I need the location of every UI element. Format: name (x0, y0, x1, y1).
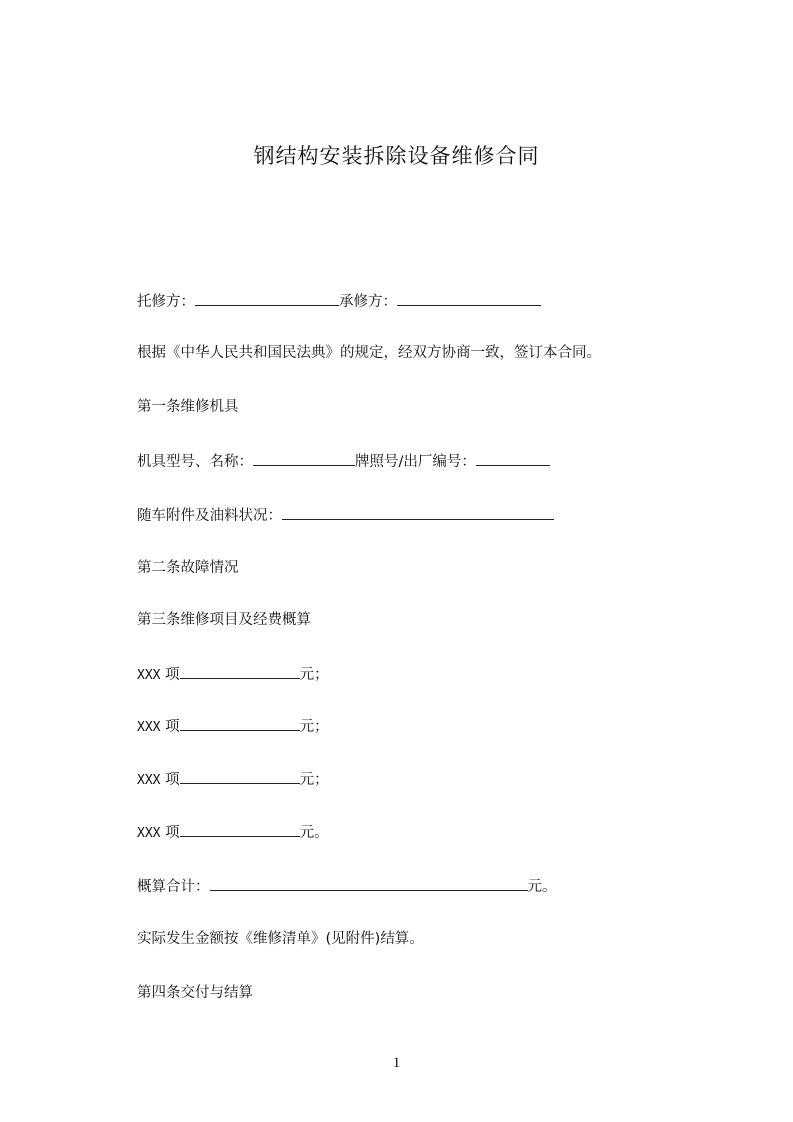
article3-heading: 第三条维修项目及经费概算 (137, 612, 311, 628)
total-line (137, 876, 557, 897)
parties-line (137, 291, 541, 312)
total-suffix: 元。 (527, 879, 557, 895)
cost-item-line (137, 664, 329, 686)
contractor-blank (397, 291, 541, 306)
item-amount-blank (180, 716, 300, 731)
accessories-blank (282, 505, 554, 520)
model-label: 机具型号、名称： (137, 454, 253, 470)
intro-paragraph: 根据《中华人民共和国民法典》的规定，经双方协商一致，签订本合同。 (137, 345, 601, 361)
actual-note: 实际发生金额按《维修清单》(见附件)结算。 (137, 931, 424, 947)
item-prefix: XXX (137, 773, 161, 788)
accessories-line (137, 505, 554, 526)
plate-blank (476, 451, 550, 466)
item-label: 项 (165, 825, 180, 841)
article1-heading: 第一条维修机具 (137, 399, 239, 415)
article2-heading: 第二条故障情况 (137, 560, 239, 576)
client-blank (195, 291, 339, 306)
item-label: 项 (165, 772, 180, 788)
total-label: 概算合计： (137, 879, 210, 895)
item-prefix: XXX (137, 668, 161, 683)
model-blank (253, 451, 355, 466)
cost-item-line (137, 822, 329, 844)
page-number: 1 (392, 1055, 401, 1071)
item-amount-blank (180, 822, 300, 837)
total-blank (210, 876, 528, 891)
item-suffix: 元； (299, 719, 329, 735)
accessories-label: 随车附件及油料状况： (137, 508, 282, 524)
item-label: 项 (165, 667, 180, 683)
item-prefix: XXX (137, 826, 161, 841)
item-suffix: 元。 (299, 825, 329, 841)
item-amount-blank (180, 769, 300, 784)
article4-heading: 第四条交付与结算 (137, 985, 253, 1001)
item-suffix: 元； (299, 772, 329, 788)
item-suffix: 元； (299, 667, 329, 683)
item-prefix: XXX (137, 720, 161, 735)
item-amount-blank (180, 664, 300, 679)
machine-line (137, 451, 550, 472)
cost-item-line (137, 716, 329, 738)
client-label: 托修方： (137, 294, 195, 310)
cost-item-line (137, 769, 329, 791)
item-label: 项 (165, 719, 180, 735)
plate-label: 牌照号/出厂编号： (355, 454, 476, 470)
contractor-label: 承修方： (339, 294, 397, 310)
document-title: 钢结构安装拆除设备维修合同 (253, 144, 540, 168)
